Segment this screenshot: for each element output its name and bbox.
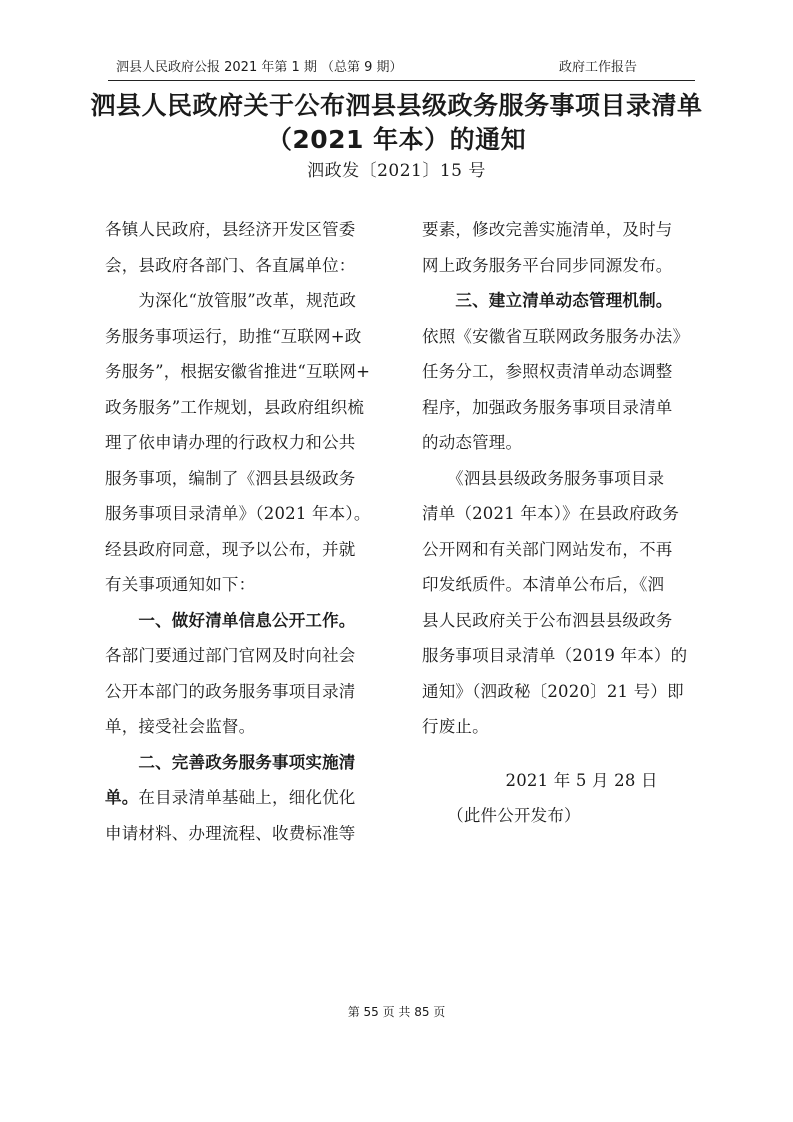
publication-note: （此件公开发布） <box>422 806 581 825</box>
body-line: 公开网和有关部门网站发布，不再 <box>422 539 673 559</box>
section-heading-1: 一、做好清单信息公开工作。 <box>105 610 356 630</box>
body-line: 行废止。 <box>422 717 489 736</box>
body-line: 政务服务”工作规划，县政府组织梳 <box>105 397 365 417</box>
page-header <box>108 56 695 81</box>
body-line: 清单（2021 年本）》在县政府政务 <box>422 504 680 523</box>
body-line: 要素，修改完善实施清单，及时与 <box>422 220 673 239</box>
body-line: 服务事项目录清单》（2021 年本）。 <box>105 504 371 523</box>
body-line: 网上政务服务平台同步同源发布。 <box>422 255 673 275</box>
page-number: 第 55 页 共 85 页 <box>347 1005 446 1019</box>
body-line: 印发纸质件。本清单公布后，《泗 <box>422 575 665 594</box>
document-title-line-2: （2021 年本）的通知 <box>266 125 527 154</box>
right-column <box>422 212 717 834</box>
body-line: 县人民政府关于公布泗县县级政务 <box>422 610 673 630</box>
body-line: 各部门要通过部门官网及时向社会 <box>105 646 356 665</box>
body-line: 务服务事项运行，助推“互联网+政 <box>105 326 362 346</box>
body-line: 单，接受社会监督。 <box>105 717 256 736</box>
spacer <box>422 745 717 763</box>
section-heading-3: 三、建立清单动态管理机制。 <box>422 291 673 310</box>
issue-date: 2021 年 5 月 28 日 <box>422 770 658 790</box>
body-line: 任务分工，参照权责清单动态调整 <box>422 362 673 381</box>
left-column <box>105 212 400 851</box>
gazette-issue: 泗县人民政府公报 2021 年第 1 期 （总第 9 期） <box>116 60 403 75</box>
body-line: 会，县政府各部门、各直属单位： <box>105 255 356 275</box>
section-heading-2-end: 单。 <box>105 788 139 807</box>
section-name: 政府工作报告 <box>558 60 637 75</box>
body-line: 通知》（泗政秘〔2020〕21 号）即 <box>422 681 684 701</box>
body-line <box>105 780 400 816</box>
body-line: 各镇人民政府，县经济开发区管委 <box>105 220 356 239</box>
body-line: 为深化“放管服”改革，规范政 <box>105 291 357 310</box>
document-title-line-1: 泗县人民政府关于公布泗县县级政务服务事项目录清单 <box>90 91 703 120</box>
body-line: 公开本部门的政务服务事项目录清 <box>105 681 356 701</box>
document-number: 泗政发〔2021〕15 号 <box>307 161 486 181</box>
body-line: 《泗县县级政务服务事项目录 <box>422 468 665 488</box>
body-line: 经县政府同意，现予以公布，并就 <box>105 539 356 559</box>
body-line: 依照《安徽省互联网政务服务办法》 <box>422 326 690 346</box>
body-line: 务服务”，根据安徽省推进“互联网+ <box>105 362 371 381</box>
body-line: 服务事项目录清单（2019 年本）的 <box>422 646 688 665</box>
body-line: 服务事项，编制了《泗县县级政务 <box>105 468 356 488</box>
body-line: 申请材料、办理流程、收费标准等 <box>105 823 356 843</box>
body-text: 在目录清单基础上，细化优化 <box>138 788 356 807</box>
body-line: 程序，加强政务服务事项目录清单 <box>422 397 673 417</box>
body-line: 的动态管理。 <box>422 433 523 452</box>
body-line: 有关事项通知如下： <box>105 575 256 594</box>
body-line: 理了依申请办理的行政权力和公共 <box>105 433 356 452</box>
section-heading-2: 二、完善政务服务事项实施清 <box>105 752 356 772</box>
